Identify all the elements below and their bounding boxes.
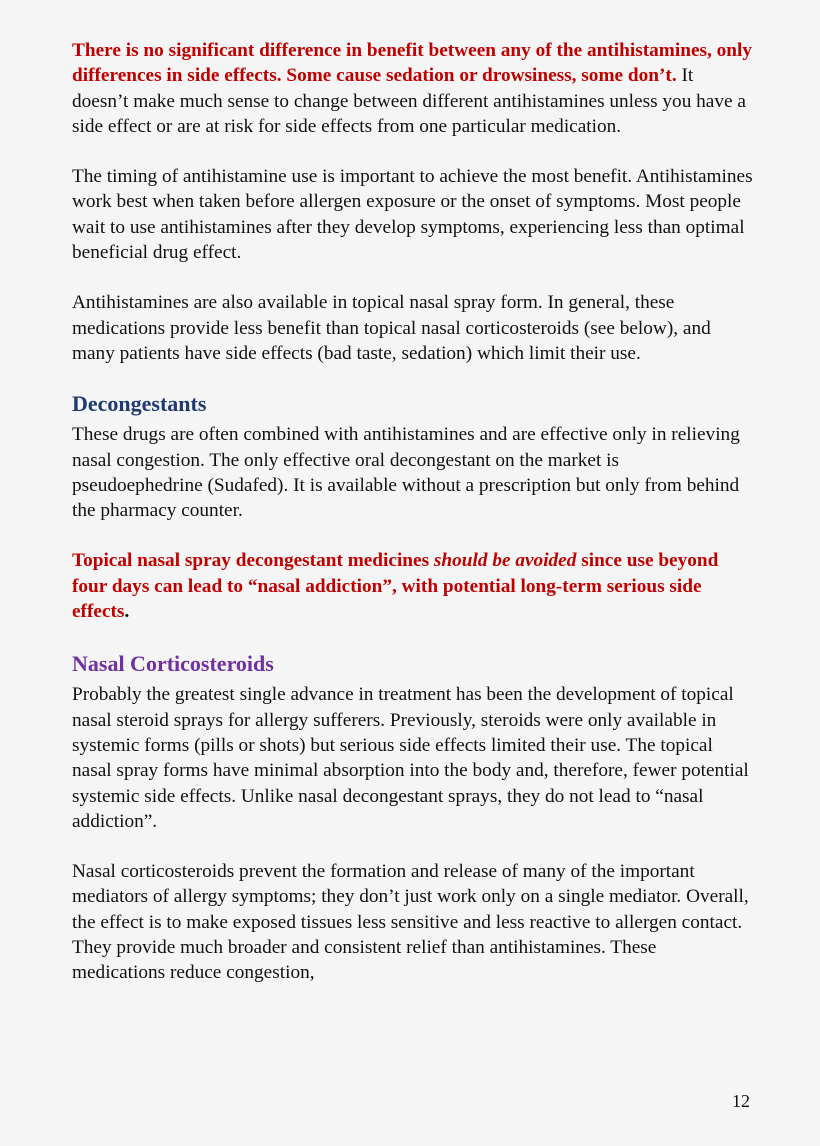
paragraph-nasal-spray-form: Antihistamines are also available in topical nasal spray form. In general, these medications provide less benefit than topical nasal corticosteroids (see below), and many patients have side effects (bad taste, sedation) which limit their use. [72,292,711,364]
warning-nasal-decongestants [72,548,754,624]
warning-text-italic: should be avoided [433,550,577,572]
paragraph-nasal-corticosteroids-2: Nasal corticosteroids prevent the formation and release of many of the important mediators of allergy symptoms; they don’t just work only on a single mediator. Overall, the effect is to make exposed tissues less sensitive and less reactive to allergen contact. They provide much broader and consistent relief than antihistamines. These medications reduce congestion, [72,861,749,984]
warning-text-end: . [124,601,130,623]
paragraph-timing: The timing of antihistamine use is important to achieve the most benefit. Antihistamines work best when taken before allergen exposure or the onset of symptoms. Most people wait to use antihistamines after they develop symptoms, experiencing less than optimal beneficial drug effect. [72,166,753,264]
page-number: 12 [732,1091,750,1111]
heading-decongestants: Decongestants [72,391,207,417]
paragraph-antihistamine-differences [72,38,754,139]
paragraph-nasal-corticosteroids-1: Probably the greatest single advance in treatment has been the development of topical nasal steroid sprays for allergy sufferers. Previously, steroids were only available in systemic forms (pills or shots) but serious side effects limited their use. The topical nasal spray forms have minimal absorption into the body and, therefore, fewer potential systemic side effects. Unlike nasal decongestant sprays, they do not lead to “nasal addiction”. [72,684,749,832]
emphasis-no-difference: There is no significant difference in benefit between any of the antihistamines, only differences in side effects. Some cause sedation or drowsiness, some don’t. [72,40,753,87]
heading-nasal-corticosteroids: Nasal Corticosteroids [72,651,274,677]
warning-text-part2: since use beyond four days can lead to “nasal addiction”, with potential long-term serious side effects [72,550,719,623]
paragraph-text: It doesn’t make much sense to change between different antihistamines unless you have a side effect or are at risk for side effects from one particular medication. [72,65,746,137]
paragraph-decongestants: These drugs are often combined with antihistamines and are effective only in relieving nasal congestion. The only effective oral decongestant on the market is pseudoephedrine (Sudafed). It is available without a prescription but only from behind the pharmacy counter. [72,424,740,522]
document-page [72,38,754,986]
warning-text-part1: Topical nasal spray decongestant medicines [72,550,434,572]
